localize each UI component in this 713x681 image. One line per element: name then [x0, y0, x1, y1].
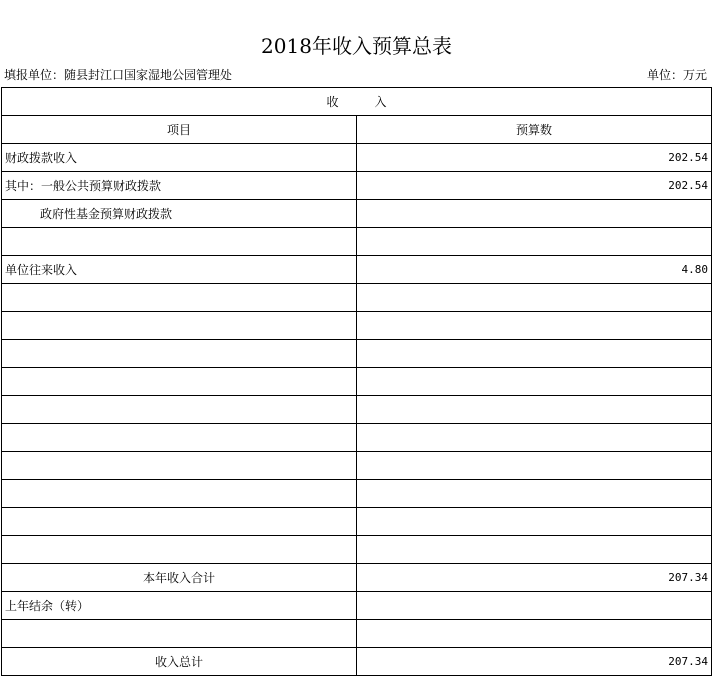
- column-header-amount: 预算数: [357, 116, 712, 144]
- row-item: [2, 452, 357, 480]
- row-item: [2, 480, 357, 508]
- row-item: 其中：一般公共预算财政拨款: [2, 172, 357, 200]
- row-item: 单位往来收入: [2, 256, 357, 284]
- row-value: 202.54: [357, 172, 712, 200]
- budget-table: [1, 87, 712, 676]
- table-row: [2, 172, 712, 200]
- row-value: [357, 480, 712, 508]
- table-row: [2, 396, 712, 424]
- table-row: [2, 228, 712, 256]
- table-row: [2, 256, 712, 284]
- table-section-row: [2, 88, 712, 116]
- row-item: 上年结余（转）: [2, 592, 357, 620]
- row-value: [357, 536, 712, 564]
- row-item: 本年收入合计: [2, 564, 357, 592]
- section-header: 收 入: [2, 88, 712, 116]
- row-item: [2, 228, 357, 256]
- row-item: [2, 368, 357, 396]
- row-value: [357, 200, 712, 228]
- row-value: [357, 228, 712, 256]
- row-value: [357, 592, 712, 620]
- table-row: [2, 312, 712, 340]
- table-row: [2, 424, 712, 452]
- column-header-item: 项目: [2, 116, 357, 144]
- row-value: [357, 396, 712, 424]
- reporting-unit: 填报单位：随县封江口国家湿地公园管理处: [4, 68, 233, 82]
- table-row: [2, 564, 712, 592]
- table-row: [2, 144, 712, 172]
- row-item: [2, 424, 357, 452]
- row-value: 202.54: [357, 144, 712, 172]
- row-item: [2, 508, 357, 536]
- table-row: [2, 340, 712, 368]
- row-value: [357, 620, 712, 648]
- table-row: [2, 480, 712, 508]
- table-row: [2, 592, 712, 620]
- row-item: [2, 620, 357, 648]
- row-value: 4.80: [357, 256, 712, 284]
- row-value: [357, 452, 712, 480]
- table-row: [2, 368, 712, 396]
- row-item: [2, 312, 357, 340]
- row-value: [357, 340, 712, 368]
- table-row: [2, 536, 712, 564]
- row-item: [2, 284, 357, 312]
- row-value: [357, 368, 712, 396]
- table-row: [2, 284, 712, 312]
- row-value: [357, 312, 712, 340]
- table-header-row: [2, 116, 712, 144]
- row-value: 207.34: [357, 564, 712, 592]
- table-row: [2, 648, 712, 676]
- row-value: [357, 508, 712, 536]
- row-item: [2, 340, 357, 368]
- row-item: 收入总计: [2, 648, 357, 676]
- table-row: [2, 508, 712, 536]
- row-item: [2, 536, 357, 564]
- row-value: 207.34: [357, 648, 712, 676]
- row-item: 财政拨款收入: [2, 144, 357, 172]
- row-item: [2, 396, 357, 424]
- page-title: 2018年收入预算总表: [261, 34, 452, 58]
- table-row: [2, 620, 712, 648]
- row-value: [357, 284, 712, 312]
- row-value: [357, 424, 712, 452]
- currency-unit: 单位：万元: [646, 68, 707, 82]
- table-row: [2, 200, 712, 228]
- table-row: [2, 452, 712, 480]
- row-item: 政府性基金预算财政拨款: [2, 200, 357, 228]
